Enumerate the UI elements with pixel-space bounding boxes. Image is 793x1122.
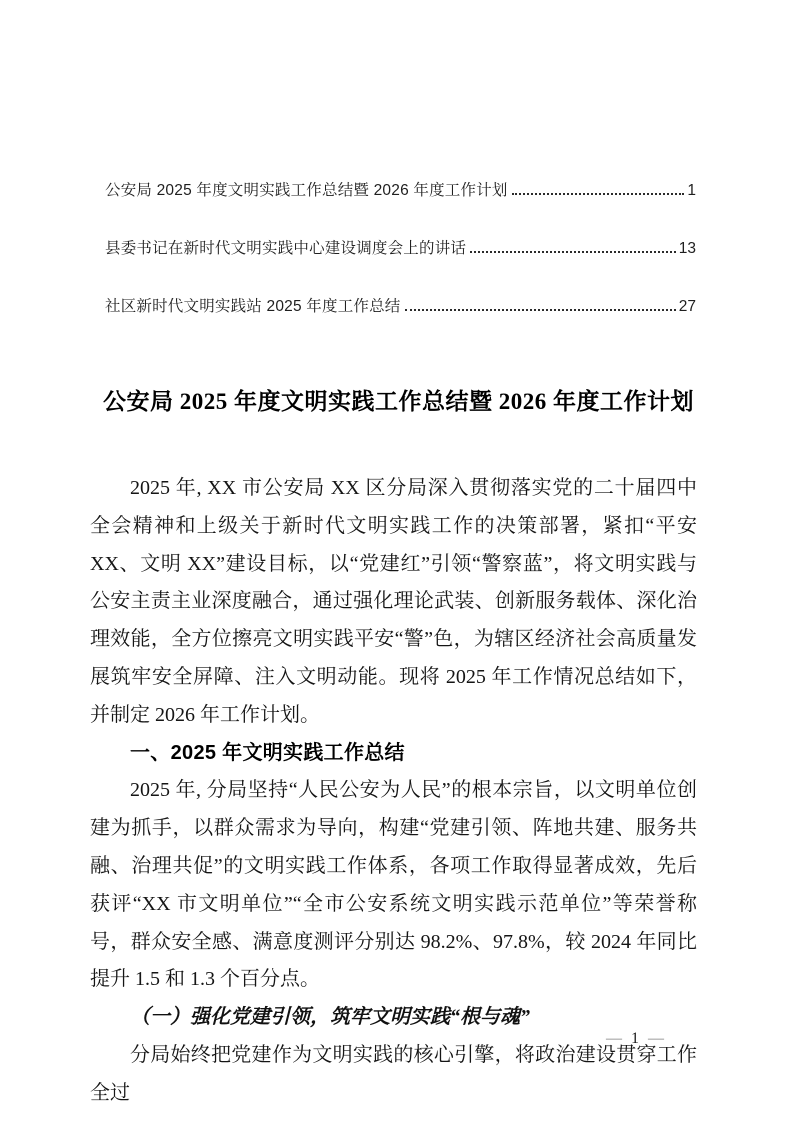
article-title: 公安局 2025 年度文明实践工作总结暨 2026 年度工作计划 (103, 389, 694, 414)
footer-dash-left: — (606, 1030, 622, 1047)
section-1-paragraph: 2025 年, 分局坚持“人民公安为人民”的根本宗旨，以文明单位创建为抓手，以群众需求为导向，构建“党建引领、阵地共建、服务共融、治理共促”的文明实践工作体系，各项工作取得显著成效，先后获评“XX 市文明单位”“全市公安系统文明实践示范单位”等荣誉称号，群众安全感、满意度测评分别达 98.2%、97.8%，较 2024 年同比提升 1.5 和 1.3 个百分点。 (90, 779, 697, 991)
toc-entry-title[interactable]: 社区新时代文明实践站 2025 年度工作总结 (105, 298, 401, 315)
toc-dot-leader (405, 308, 676, 311)
subsection-1-heading: （一）强化党建引领，筑牢文明实践“根与魂” (130, 1006, 530, 1029)
table-of-contents (105, 178, 696, 352)
page-footer (595, 1030, 675, 1048)
footer-page-number: 1 (631, 1030, 639, 1047)
toc-dot-leader (512, 192, 685, 195)
toc-dot-leader (470, 250, 676, 253)
section-1-heading: 一、2025 年文明实践工作总结 (130, 741, 405, 764)
toc-entry-3[interactable] (105, 294, 696, 315)
toc-entry-2[interactable] (105, 236, 696, 257)
toc-entry-title[interactable]: 县委书记在新时代文明实践中心建设调度会上的讲话 (105, 240, 467, 257)
article-body (90, 470, 697, 1113)
toc-page-number[interactable]: 13 (678, 240, 696, 257)
subsection-1-paragraph: 分局始终把党建作为文明实践的核心引擎，将政治建设贯穿工作全过 (90, 1043, 697, 1104)
toc-page-number[interactable]: 1 (687, 182, 696, 199)
intro-paragraph: 2025 年, XX 市公安局 XX 区分局深入贯彻落实党的二十届四中全会精神和上级关于新时代文明实践工作的决策部署，紧扣“平安 XX、文明 XX”建设目标，以“党建红”引领“警察蓝”，将文明实践与公安主责主业深度融合，通过强化理论武装、创新服务载体、深化治理效能，全方位擦亮文明实践平安“警”色，为辖区经济社会高质量发展筑牢安全屏障、注入文明动能。现将 2025 年工作情况总结如下，并制定 2026 年工作计划。 (90, 477, 697, 726)
toc-entry-1[interactable] (105, 178, 696, 199)
toc-page-number[interactable]: 27 (678, 298, 696, 315)
toc-entry-title[interactable]: 公安局 2025 年度文明实践工作总结暨 2026 年度工作计划 (105, 182, 508, 199)
footer-dash-right: — (648, 1030, 664, 1047)
